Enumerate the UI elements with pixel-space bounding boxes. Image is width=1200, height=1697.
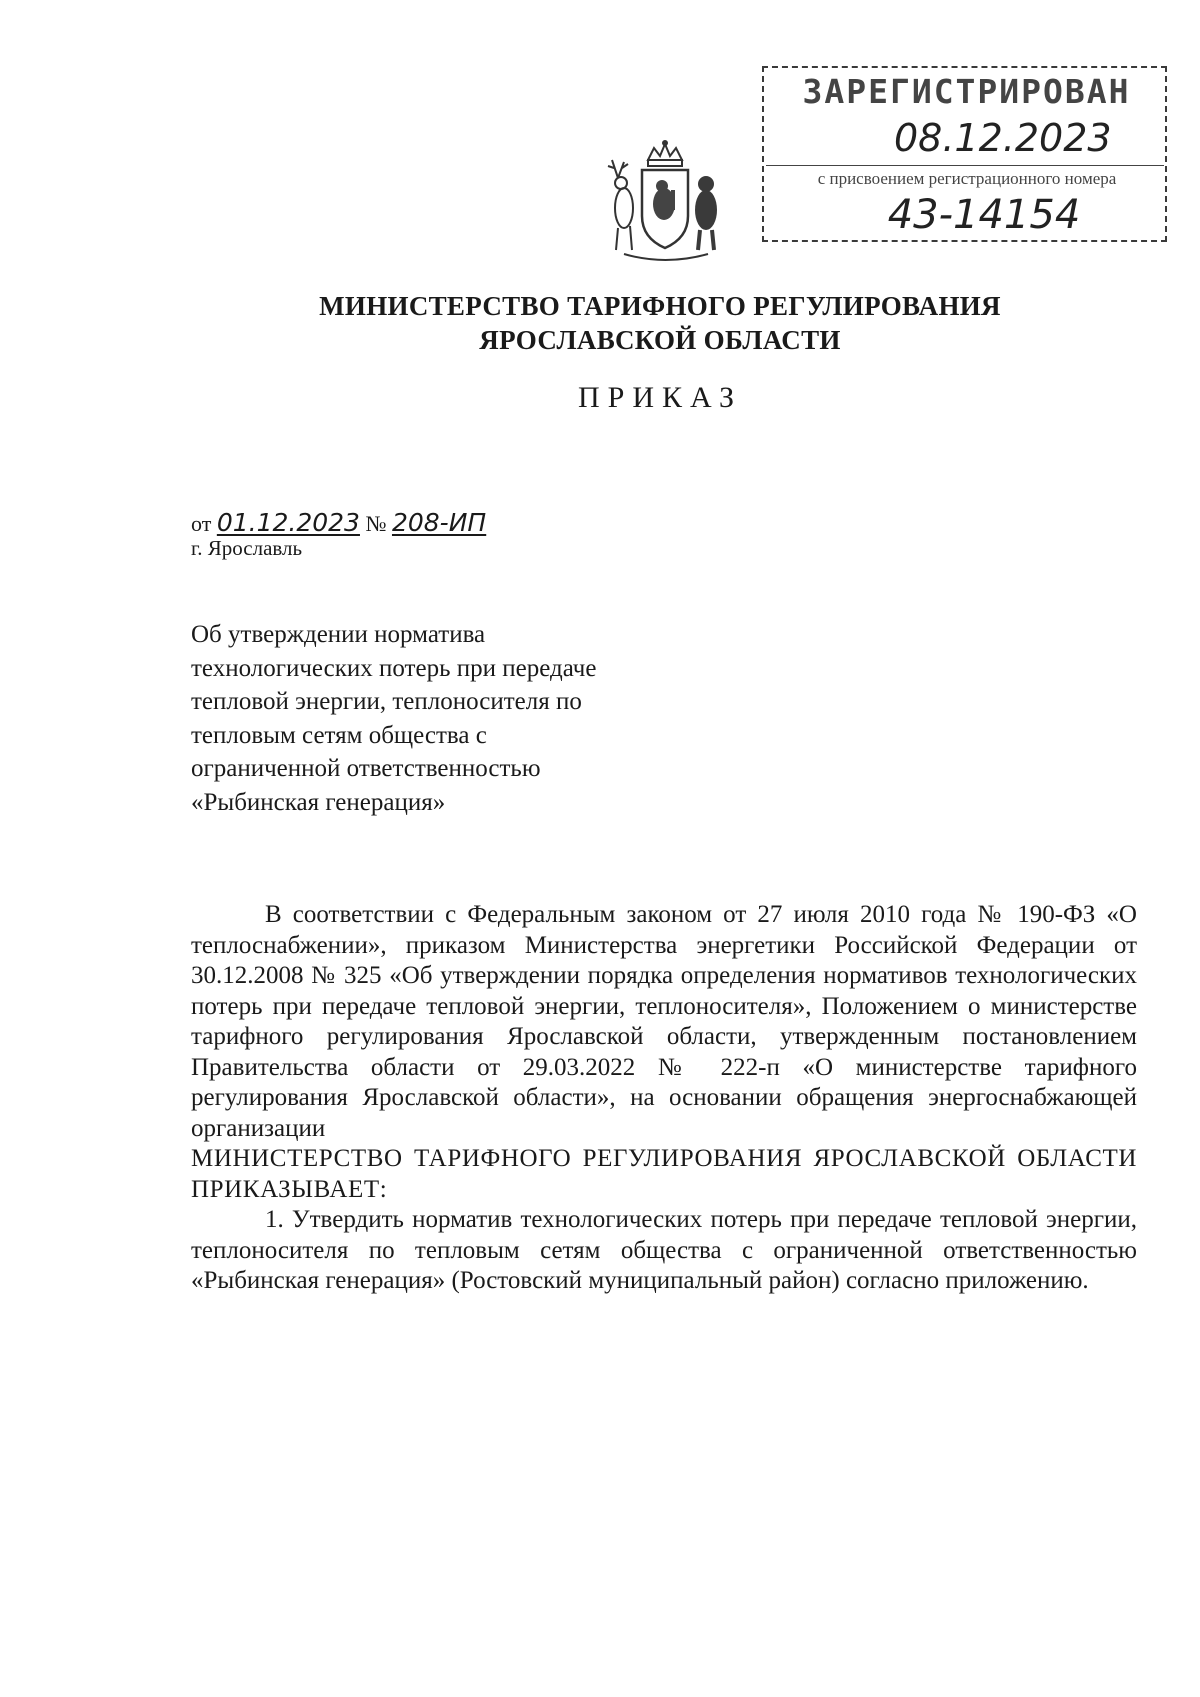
decree-paragraph: МИНИСТЕРСТВО ТАРИФНОГО РЕГУЛИРОВАНИЯ ЯРОСЛАВСКОЙ ОБЛАСТИ ПРИКАЗЫВАЕТ: [191,1145,1137,1203]
stamp-date: 08.12.2023 [894,116,1112,160]
item-1-paragraph: 1. Утвердить норматив технологических потерь при передаче тепловой энергии, теплоносителя по тепловым сетям общества с ограниченной ответственностью «Рыбинская генерация» (Ростовский муниципальный район) согласно приложению. [191,1206,1137,1294]
order-city: г. Ярославль [191,536,303,560]
number-label: № [365,511,387,536]
order-title: ПРИКАЗ [578,381,742,414]
order-subject: Об утверждении норматива технологических потерь при передаче тепловой энергии, теплоносителя по тепловым сетям общества с ограниченной ответственностью «Рыбинская генерация» [191,621,597,816]
order-date: 01.12.2023 [216,508,360,537]
stamp-divider [766,165,1164,166]
stamp-subtitle: с присвоением регистрационного номера [817,169,1117,188]
ministry-header-line2: ЯРОСЛАВСКОЙ ОБЛАСТИ [479,325,841,355]
stamp-title: ЗАРЕГИСТРИРОВАН [802,72,1131,111]
ministry-header-line1: МИНИСТЕРСТВО ТАРИФНОГО РЕГУЛИРОВАНИЯ [319,291,1001,321]
order-date-line [191,508,486,537]
registration-stamp [762,66,1167,242]
ministry-header [200,289,1120,357]
preamble-paragraph: В соответствии с Федеральным законом от 27 июля 2010 года № 190-ФЗ «О теплоснабжении», приказом Министерства энергетики Российской Федерации от 30.12.2008 № 325 «Об утверждении порядка определения нормативов технологических потерь при передаче тепловой энергии, теплоносителя», Положением о министерстве тарифного регулирования Ярославской области, утвержденным постановлением Правительства области от 29.03.2022 № 222-п «О министерстве тарифного регулирования Ярославской области», на основании обращения энергоснабжающей организации [191,901,1137,1142]
order-body [191,900,1137,1297]
order-number: 208-ИП [391,508,487,537]
from-label: от [191,511,212,536]
stamp-registration-number: 43-14154 [887,192,1081,238]
yaroslavl-coat-of-arms-icon [604,138,726,266]
